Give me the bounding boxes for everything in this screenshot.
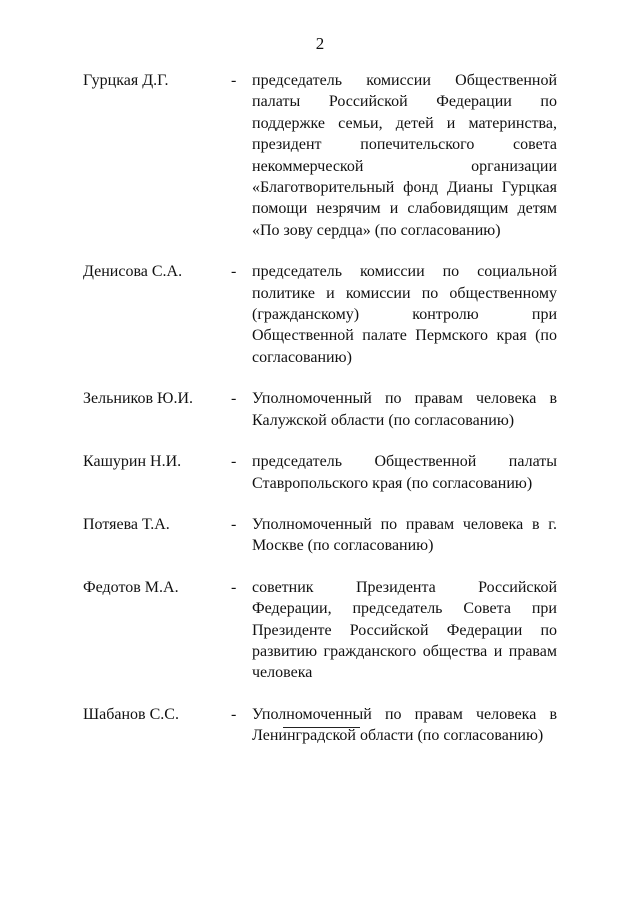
separator-dash: - [231, 515, 237, 533]
member-name: Гурцкая Д.Г. [83, 72, 169, 89]
separator-dash: - [231, 72, 237, 89]
member-role: председатель комиссии Общественной палаты Российской Федерации по поддержке семьи, детей и материнства, президент попечительского совета некоммерческой организации «Благотворительный фонд Дианы Гурцкая помощи незрячим и слабовидящим детям «По зову сердца» (по согласованию) [252, 72, 557, 239]
separator-dash: - [231, 705, 237, 723]
member-name: Федотов М.А. [83, 578, 179, 596]
list-item [83, 261, 563, 368]
member-role: советник Президента Российской Федерации, председатель Совета при Президенте Российской Федерации по развитию гражданского общества и правам человека [252, 578, 557, 682]
separator-dash: - [231, 263, 237, 281]
member-name: Денисова С.А. [83, 263, 183, 281]
member-role: Уполномоченный по правам человека в Калужской области (по согласованию) [252, 390, 557, 429]
member-role: председатель комиссии по социальной политике и комиссии по общественному (гражданскому) контролю при Общественной палате Пермского края (по согласованию) [252, 263, 557, 366]
separator-dash: - [231, 453, 237, 471]
member-name: Потяева Т.А. [83, 515, 170, 533]
list-item [83, 514, 563, 557]
member-name: Кашурин Н.И. [83, 453, 182, 471]
member-role: Уполномоченный по правам человека в Ленинградской области (по согласованию) [252, 705, 557, 745]
separator-dash: - [231, 578, 237, 596]
list-item [83, 704, 563, 747]
member-name: Зельников Ю.И. [83, 390, 194, 408]
member-role: Уполномоченный по правам человека в г. Москве (по согласованию) [252, 515, 557, 555]
member-role: председатель Общественной палаты Ставропольского края (по согласованию) [252, 453, 557, 492]
closing-rule [283, 727, 360, 728]
list-item [83, 577, 563, 684]
separator-dash: - [231, 390, 237, 408]
list-item [83, 388, 563, 431]
page-number: 2 [315, 34, 325, 53]
member-list [83, 70, 563, 767]
list-item [83, 70, 563, 241]
member-name: Шабанов С.С. [83, 705, 179, 723]
list-item [83, 451, 563, 494]
